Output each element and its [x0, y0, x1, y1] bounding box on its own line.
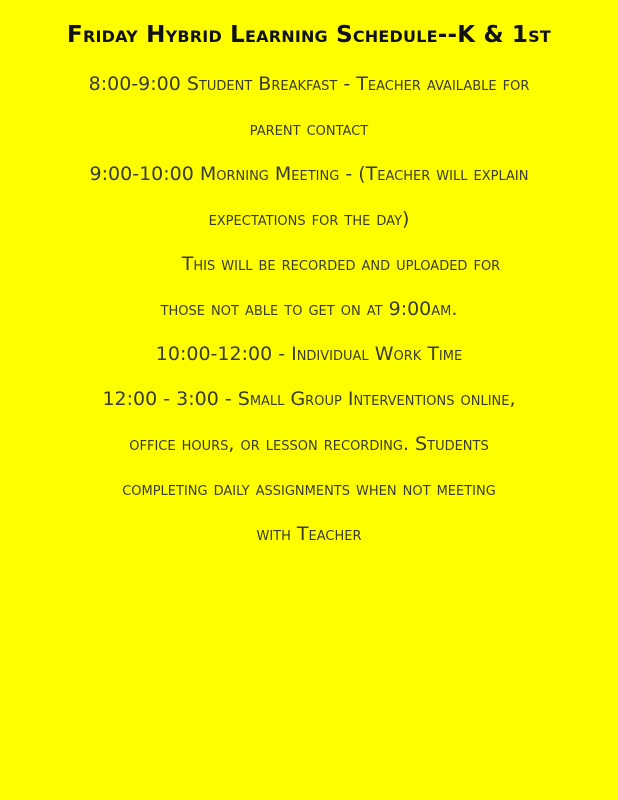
schedule-line-recording-note-cont: those not able to get on at 9:00am. [160, 298, 458, 320]
schedule-body [14, 62, 604, 557]
schedule-line-morning-meeting: 9:00-10:00 Morning Meeting - (Teacher will explain [89, 163, 529, 185]
schedule-line-breakfast-cont: parent contact [249, 118, 369, 140]
schedule-line-small-group-cont: office hours, or lesson recording. Students [129, 433, 489, 455]
page-title: Friday Hybrid Learning Schedule--K & 1st [67, 22, 551, 48]
schedule-line-assignments-cont: with Teacher [256, 523, 362, 545]
schedule-line-breakfast: 8:00-9:00 Student Breakfast - Teacher available for [88, 73, 530, 95]
schedule-line-recording-note: This will be recorded and uploaded for [181, 253, 501, 275]
schedule-line-assignments: completing daily assignments when not meeting [122, 478, 496, 500]
schedule-line-morning-meeting-cont: expectations for the day) [208, 208, 410, 230]
schedule-line-small-group: 12:00 - 3:00 - Small Group Interventions online, [102, 388, 516, 410]
schedule-line-individual-work: 10:00-12:00 - Individual Work Time [155, 343, 463, 365]
